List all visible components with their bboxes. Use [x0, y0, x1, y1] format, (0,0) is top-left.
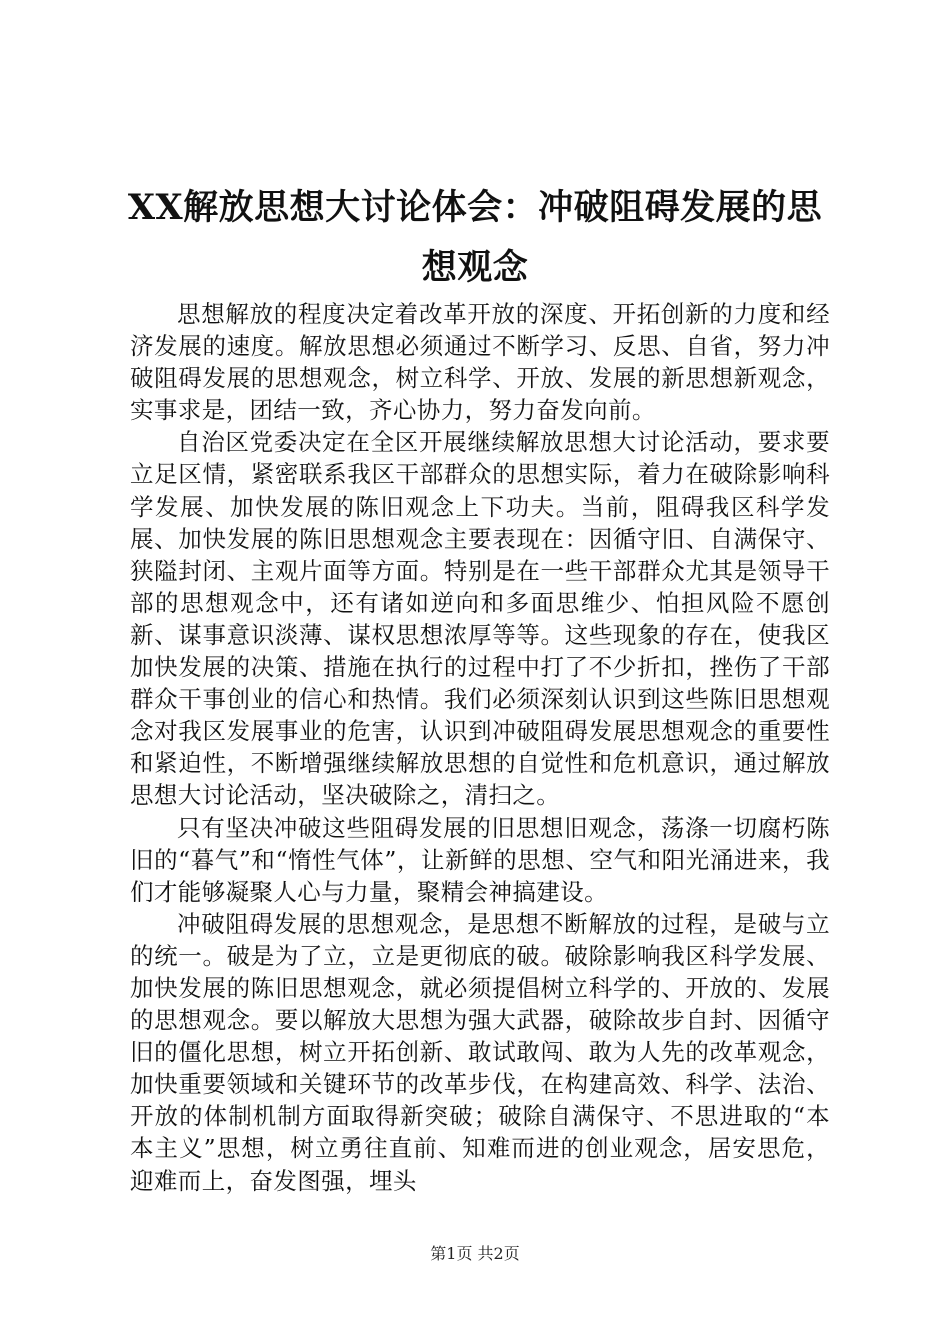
title-line-1: XX解放思想大讨论体会：冲破阻碍发展的思: [127, 187, 823, 228]
paragraph: 冲破阻碍发展的思想观念，是思想不断解放的过程，是破与立的统一。破是为了立，立是更彻底的破。破除影响我区科学发展、加快发展的陈旧思想观念，就必须提倡树立科学的、开放的、发展的思想观念。要以解放大思想为强大武器，破除故步自封、因循守旧的僵化思想，树立开拓创新、敢试敢闯、敢为人先的改革观念，加快重要领域和关键环节的改革步伐，在构建高效、科学、法治、开放的体制机制方面取得新突破；破除自满保守、不思进取的“本本主义”思想，树立勇往直前、知难而进的创业观念，居安思危，迎难而上，奋发图强，埋头: [130, 909, 830, 1195]
paragraph: 思想解放的程度决定着改革开放的深度、开拓创新的力度和经济发展的速度。解放思想必须通过不断学习、反思、自省，努力冲破阻碍发展的思想观念，树立科学、开放、发展的新思想新观念，实事求是，团结一致，齐心协力，努力奋发向前。: [130, 300, 830, 425]
paragraph: 自治区党委决定在全区开展继续解放思想大讨论活动，要求要立足区情，紧密联系我区干部群众的思想实际，着力在破除影响科学发展、加快发展的陈旧观念上下功夫。当前，阻碍我区科学发展、加快发展的陈旧思想观念主要表现在：因循守旧、自满保守、狭隘封闭、主观片面等方面。特别是在一些干部群众尤其是领导干部的思想观念中，还有诸如逆向和多面思维少、怕担风险不愿创新、谋事意识淡薄、谋权思想浓厚等等。这些现象的存在，使我区加快发展的决策、措施在执行的过程中打了不少折扣，挫伤了干部群众干事创业的信心和热情。我们必须深刻认识到这些陈旧思想观念对我区发展事业的危害，认识到冲破阻碍发展思想观念的重要性和紧迫性，不断增强继续解放思想的自觉性和危机意识，通过解放思想大讨论活动，坚决破除之，清扫之。: [130, 428, 830, 810]
paragraph: 只有坚决冲破这些阻碍发展的旧思想旧观念，荡涤一切腐朽陈旧的“暮气”和“惰性气体”，让新鲜的思想、空气和阳光涌进来，我们才能够凝聚人心与力量，聚精会神搞建设。: [130, 813, 830, 906]
page-number: 第1页 共2页: [430, 1244, 520, 1263]
document-title: [120, 178, 830, 298]
page-footer: [0, 1243, 950, 1265]
title-line-2: 想观念: [421, 247, 529, 288]
document-body: [130, 298, 830, 1197]
